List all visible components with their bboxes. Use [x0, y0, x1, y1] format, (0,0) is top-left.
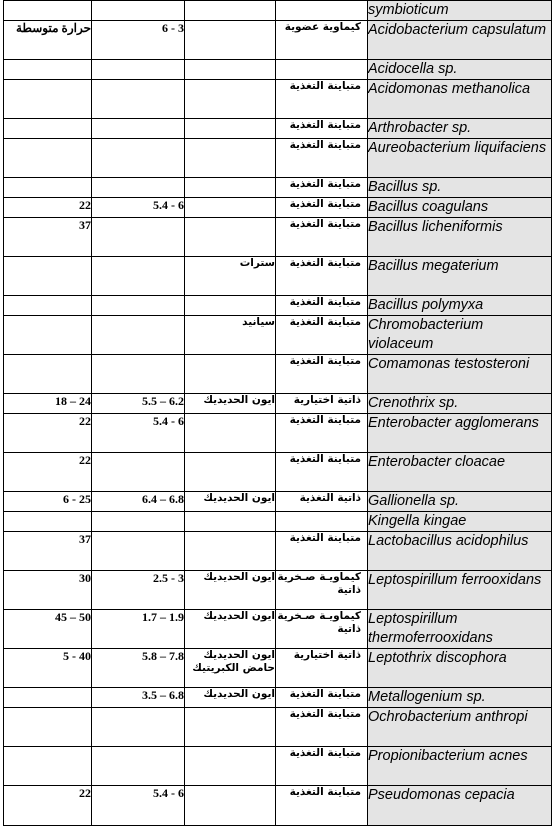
table-row	[4, 786, 552, 826]
table-row	[4, 21, 552, 60]
cell-organism-name: Enterobacter agglomerans	[368, 414, 552, 453]
cell-organism-name: Kingella kingae	[368, 512, 552, 532]
cell-nutrition-type: متباينة التغذية	[276, 708, 368, 747]
cell-temperature	[4, 60, 92, 80]
cell-temperature: 22	[4, 198, 92, 218]
cell-organism-name: Bacillus polymyxa	[368, 296, 552, 316]
cell-ph-range: 6.2 – 5.5	[92, 394, 185, 414]
cell-ph-range	[92, 139, 185, 178]
table-body	[4, 1, 552, 826]
cell-nutrition-type: كيماوية عضوية	[276, 21, 368, 60]
cell-organism-name: Gallionella sp.	[368, 492, 552, 512]
cell-organism-name: Leptospirillum ferrooxidans	[368, 571, 552, 610]
cell-energy-source	[185, 747, 276, 786]
table-row	[4, 257, 552, 296]
cell-organism-name: Acidobacterium capsulatum	[368, 21, 552, 60]
cell-energy-source	[185, 355, 276, 394]
cell-ph-range	[92, 453, 185, 492]
cell-nutrition-type	[276, 60, 368, 80]
table-row	[4, 316, 552, 355]
table-row	[4, 198, 552, 218]
cell-energy-source	[185, 786, 276, 826]
cell-energy-source	[185, 414, 276, 453]
cell-organism-name: Bacillus licheniformis	[368, 218, 552, 257]
cell-energy-source	[185, 198, 276, 218]
table-row	[4, 453, 552, 492]
cell-organism-name: Leptospirillum thermoferrooxidans	[368, 610, 552, 649]
cell-ph-range	[92, 747, 185, 786]
cell-temperature: حرارة متوسطة	[4, 21, 92, 60]
cell-energy-source: ايون الحديديك	[185, 394, 276, 414]
cell-organism-name: Pseudomonas cepacia	[368, 786, 552, 826]
cell-ph-range: 3 - 6	[92, 21, 185, 60]
cell-ph-range: 6 - 5.4	[92, 198, 185, 218]
cell-nutrition-type: متباينة التغذية	[276, 532, 368, 571]
cell-organism-name: Acidocella sp.	[368, 60, 552, 80]
cell-ph-range	[92, 119, 185, 139]
cell-ph-range	[92, 257, 185, 296]
cell-ph-range: 6 - 5.4	[92, 786, 185, 826]
cell-nutrition-type: كيماويـة صـخرية ذاتية	[276, 571, 368, 610]
table-row	[4, 296, 552, 316]
cell-energy-source	[185, 178, 276, 198]
table-row	[4, 747, 552, 786]
cell-energy-source: ايون الحديديك	[185, 688, 276, 708]
cell-energy-source: سيانيد	[185, 316, 276, 355]
cell-energy-source: ايون الحديديك	[185, 492, 276, 512]
cell-temperature	[4, 747, 92, 786]
table-row	[4, 649, 552, 688]
cell-nutrition-type: متباينة التغذية	[276, 257, 368, 296]
cell-temperature: 22	[4, 786, 92, 826]
cell-energy-source	[185, 1, 276, 21]
cell-temperature	[4, 355, 92, 394]
cell-organism-name: symbioticum	[368, 1, 552, 21]
table-row	[4, 218, 552, 257]
cell-nutrition-type: متباينة التغذية	[276, 453, 368, 492]
cell-energy-source	[185, 119, 276, 139]
cell-organism-name: Aureobacterium liquifaciens	[368, 139, 552, 178]
cell-ph-range: 6.8 – 6.4	[92, 492, 185, 512]
cell-organism-name: Enterobacter cloacae	[368, 453, 552, 492]
cell-temperature: 40 - 5	[4, 649, 92, 688]
cell-energy-source	[185, 139, 276, 178]
cell-organism-name: Chromobacterium violaceum	[368, 316, 552, 355]
table-row	[4, 512, 552, 532]
cell-energy-source	[185, 218, 276, 257]
table-row	[4, 492, 552, 512]
cell-temperature: 37	[4, 218, 92, 257]
cell-organism-name: Lactobacillus acidophilus	[368, 532, 552, 571]
cell-ph-range	[92, 316, 185, 355]
cell-organism-name: Arthrobacter sp.	[368, 119, 552, 139]
cell-energy-source	[185, 708, 276, 747]
cell-organism-name: Crenothrix sp.	[368, 394, 552, 414]
cell-nutrition-type: متباينة التغذية	[276, 747, 368, 786]
cell-nutrition-type: ذاتية التغذية	[276, 492, 368, 512]
cell-organism-name: Metallogenium sp.	[368, 688, 552, 708]
cell-temperature	[4, 296, 92, 316]
cell-temperature: 30	[4, 571, 92, 610]
cell-energy-source: سترات	[185, 257, 276, 296]
cell-nutrition-type: متباينة التغذية	[276, 119, 368, 139]
cell-energy-source	[185, 453, 276, 492]
table-row	[4, 60, 552, 80]
table-row	[4, 80, 552, 119]
cell-nutrition-type: متباينة التغذية	[276, 218, 368, 257]
cell-organism-name: Bacillus sp.	[368, 178, 552, 198]
cell-ph-range: 3 - 2.5	[92, 571, 185, 610]
cell-nutrition-type: متباينة التغذية	[276, 786, 368, 826]
cell-temperature: 22	[4, 453, 92, 492]
cell-nutrition-type: ذاتية اختيارية	[276, 394, 368, 414]
cell-energy-source	[185, 60, 276, 80]
table-row	[4, 532, 552, 571]
cell-temperature	[4, 688, 92, 708]
table-row	[4, 1, 552, 21]
bacteria-table	[3, 0, 552, 826]
cell-nutrition-type: متباينة التغذية	[276, 198, 368, 218]
cell-ph-range	[92, 80, 185, 119]
cell-temperature	[4, 1, 92, 21]
cell-temperature	[4, 316, 92, 355]
table-row	[4, 178, 552, 198]
cell-nutrition-type: متباينة التغذية	[276, 139, 368, 178]
cell-organism-name: Propionibacterium acnes	[368, 747, 552, 786]
cell-ph-range	[92, 512, 185, 532]
cell-energy-source	[185, 80, 276, 119]
cell-ph-range: 1.9 – 1.7	[92, 610, 185, 649]
cell-ph-range	[92, 532, 185, 571]
cell-ph-range: 6 - 5.4	[92, 414, 185, 453]
cell-organism-name: Bacillus megaterium	[368, 257, 552, 296]
cell-nutrition-type: متباينة التغذية	[276, 316, 368, 355]
cell-ph-range	[92, 296, 185, 316]
cell-nutrition-type	[276, 512, 368, 532]
table-row	[4, 688, 552, 708]
cell-temperature	[4, 80, 92, 119]
cell-temperature: 50 – 45	[4, 610, 92, 649]
cell-energy-source	[185, 512, 276, 532]
cell-temperature	[4, 178, 92, 198]
cell-temperature	[4, 139, 92, 178]
cell-ph-range: 7.8 – 5.8	[92, 649, 185, 688]
cell-nutrition-type: متباينة التغذية	[276, 296, 368, 316]
cell-ph-range	[92, 355, 185, 394]
table-row	[4, 139, 552, 178]
cell-nutrition-type: كيماويـة صـخرية ذاتية	[276, 610, 368, 649]
cell-ph-range	[92, 708, 185, 747]
cell-ph-range	[92, 218, 185, 257]
cell-organism-name: Ochrobacterium anthropi	[368, 708, 552, 747]
cell-temperature	[4, 708, 92, 747]
cell-organism-name: Comamonas testosteroni	[368, 355, 552, 394]
cell-temperature: 37	[4, 532, 92, 571]
cell-ph-range	[92, 1, 185, 21]
cell-temperature: 24 – 18	[4, 394, 92, 414]
cell-temperature	[4, 512, 92, 532]
cell-nutrition-type: متباينة التغذية	[276, 688, 368, 708]
cell-nutrition-type	[276, 1, 368, 21]
cell-temperature: 25 - 6	[4, 492, 92, 512]
cell-nutrition-type: متباينة التغذية	[276, 80, 368, 119]
cell-nutrition-type: متباينة التغذية	[276, 178, 368, 198]
cell-energy-source: ايون الحديديك	[185, 571, 276, 610]
table-row	[4, 394, 552, 414]
table-row	[4, 708, 552, 747]
cell-energy-source: ايون الحديديك حامض الكبريتيك	[185, 649, 276, 688]
cell-temperature	[4, 257, 92, 296]
cell-organism-name: Acidomonas methanolica	[368, 80, 552, 119]
table-row	[4, 610, 552, 649]
table-row	[4, 571, 552, 610]
table-row	[4, 119, 552, 139]
cell-nutrition-type: ذاتية اختيارية	[276, 649, 368, 688]
cell-ph-range: 6.8 – 3.5	[92, 688, 185, 708]
cell-organism-name: Leptothrix discophora	[368, 649, 552, 688]
cell-ph-range	[92, 60, 185, 80]
cell-temperature	[4, 119, 92, 139]
table-row	[4, 355, 552, 394]
cell-nutrition-type: متباينة التغذية	[276, 355, 368, 394]
cell-organism-name: Bacillus coagulans	[368, 198, 552, 218]
table-row	[4, 414, 552, 453]
cell-nutrition-type: متباينة التغذية	[276, 414, 368, 453]
cell-ph-range	[92, 178, 185, 198]
cell-energy-source: ايون الحديديك	[185, 610, 276, 649]
cell-energy-source	[185, 532, 276, 571]
cell-temperature: 22	[4, 414, 92, 453]
cell-energy-source	[185, 296, 276, 316]
cell-energy-source	[185, 21, 276, 60]
